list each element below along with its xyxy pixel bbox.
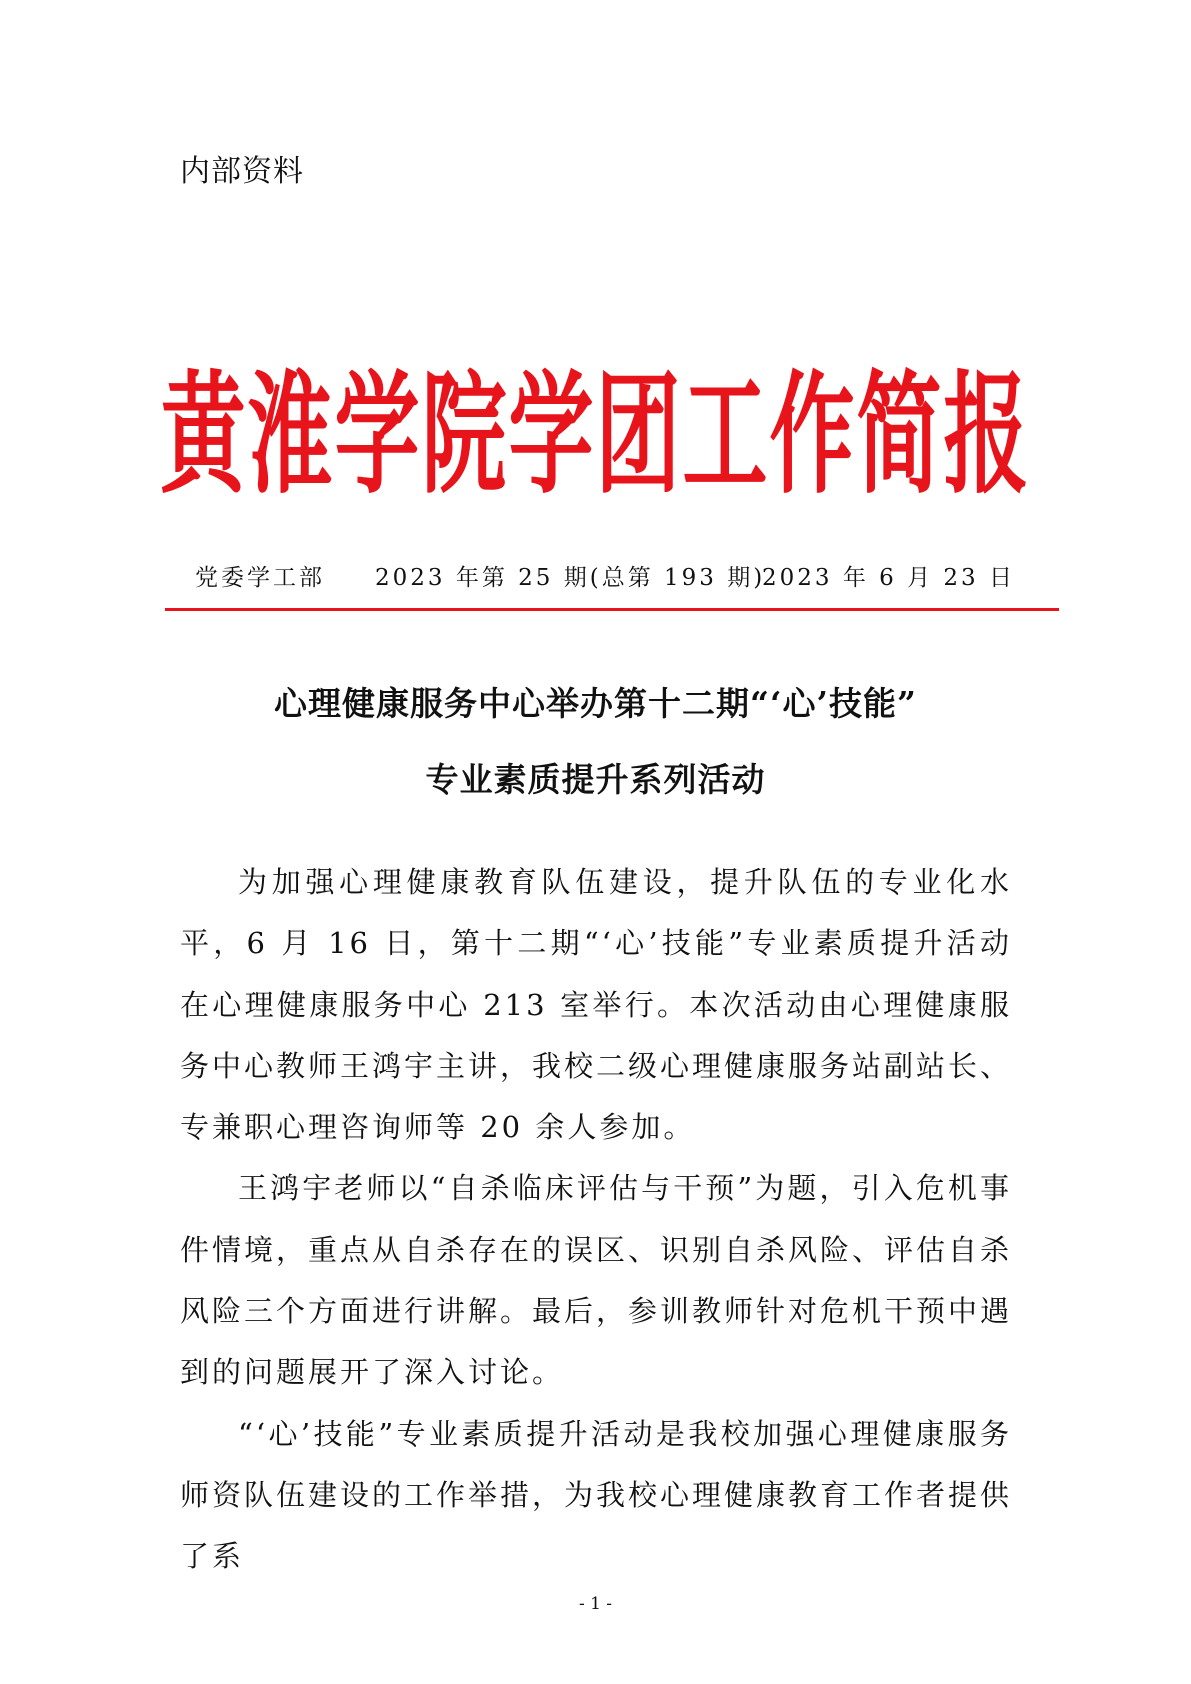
bulletin-masthead: 黄淮学院学团工作简报 <box>160 359 1031 513</box>
article-title-line-1: 心理健康服务中心举办第十二期“‘心’技能” <box>274 684 917 723</box>
article-title-line-2: 专业素质提升系列活动 <box>425 760 766 799</box>
page-number: - 1 - <box>578 1594 613 1614</box>
article-body <box>180 852 1012 1588</box>
issue-info-line <box>180 558 1030 598</box>
red-divider <box>165 608 1059 611</box>
article-paragraph: “‘心’技能”专业素质提升活动是我校加强心理健康服务师资队伍建设的工作举措，为我校心理健康教育工作者提供了系 <box>180 1416 1013 1574</box>
issue-date: 2023 年 6 月 23 日 <box>762 565 1015 591</box>
department-name: 党委学工部 <box>195 565 325 591</box>
article-paragraph: 为加强心理健康教育队伍建设，提升队伍的专业化水平，6 月 16 日，第十二期“‘心’技能”专业素质提升活动在心理健康服务中心 213 室举行。本次活动由心理健康服务中心教师王鸿宇主讲，我校二级心理健康服务站副站长、专兼职心理咨询师等 20 余人参加。 <box>180 865 1013 1145</box>
internal-material-label: 内部资料 <box>180 154 304 189</box>
article-paragraph: 王鸿宇老师以“自杀临床评估与干预”为题，引入危机事件情境，重点从自杀存在的误区、识别自杀风险、评估自杀风险三个方面进行讲解。最后，参训教师针对危机干预中遇到的问题展开了深入讨论。 <box>180 1171 1013 1390</box>
issue-number: 2023 年第 25 期(总第 193 期) <box>375 565 766 591</box>
